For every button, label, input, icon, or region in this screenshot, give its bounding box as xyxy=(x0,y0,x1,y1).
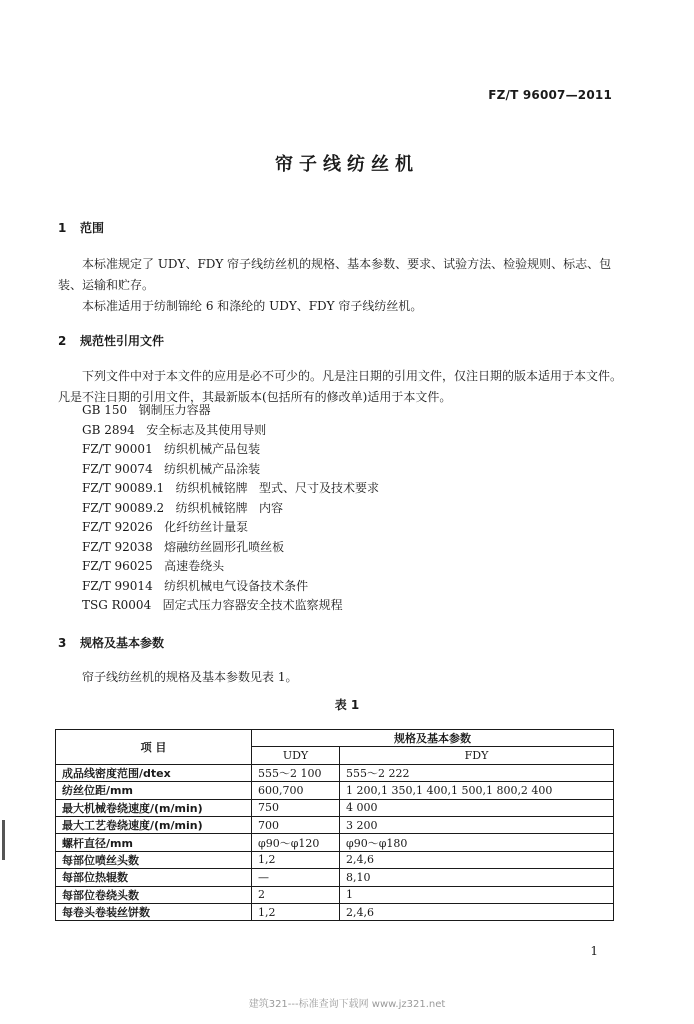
section-2-heading xyxy=(58,332,164,349)
section-3-paragraph-1: 帘子线纺丝机的规格及基本参数见表 1。 xyxy=(82,670,298,684)
fdy-value: 3 200 xyxy=(340,816,614,833)
header-item: 项 目 xyxy=(56,730,252,765)
udy-value: 750 xyxy=(252,799,340,816)
udy-value: 600,700 xyxy=(252,782,340,799)
table-row xyxy=(56,799,614,816)
table-row xyxy=(56,869,614,886)
udy-value: 2 xyxy=(252,886,340,903)
scan-edge-mark xyxy=(2,820,5,860)
reference-item: FZ/T 90001 纺织机械产品包装 xyxy=(82,442,261,456)
section-1-heading xyxy=(58,219,104,236)
section-1-paragraph-1: 本标准规定了 UDY、FDY 帘子线纺丝机的规格、基本参数、要求、试验方法、检验规则、标志、包装、运输和贮存。 xyxy=(58,257,612,292)
reference-item: FZ/T 99014 纺织机械电气设备技术条件 xyxy=(82,578,309,593)
fdy-value: 2,4,6 xyxy=(340,851,614,868)
spec-table xyxy=(55,729,614,921)
fdy-value: 2,4,6 xyxy=(340,903,614,920)
section-title: 规格及基本参数 xyxy=(80,636,165,650)
reference-item: FZ/T 90089.2 纺织机械铭牌 内容 xyxy=(82,500,284,515)
udy-value: 555～2 100 xyxy=(252,764,340,781)
table-row xyxy=(56,886,614,903)
table-row xyxy=(56,782,614,799)
header-group: 规格及基本参数 xyxy=(252,730,614,747)
page-number: 1 xyxy=(590,944,598,958)
section-title: 范围 xyxy=(80,221,105,235)
udy-value: 1,2 xyxy=(252,903,340,920)
row-label: 最大工艺卷绕速度/(m/min) xyxy=(56,816,252,833)
udy-value: φ90～φ120 xyxy=(252,834,340,851)
section-number: 3 xyxy=(58,636,67,650)
udy-value: — xyxy=(252,869,340,886)
fdy-value: 8,10 xyxy=(340,869,614,886)
reference-item: FZ/T 92026 化纤纺丝计量泵 xyxy=(82,520,249,534)
table-row xyxy=(56,851,614,868)
section-2-paragraph-1: 下列文件中对于本文件的应用是必不可少的。凡是注日期的引用文件，仅注日期的版本适用于本文件。凡是不注日期的引用文件，其最新版本(包括所有的修改单)适用于本文件。 xyxy=(58,369,623,404)
udy-value: 700 xyxy=(252,816,340,833)
table-row xyxy=(56,834,614,851)
section-title: 规范性引用文件 xyxy=(80,334,165,348)
table-row xyxy=(56,903,614,920)
section-3-heading xyxy=(58,634,164,651)
header-udy: UDY xyxy=(252,747,340,764)
document-title: 帘子线纺丝机 xyxy=(275,154,419,175)
row-label: 最大机械卷绕速度/(m/min) xyxy=(56,799,252,816)
standard-number: FZ/T 96007—2011 xyxy=(488,88,612,102)
row-label: 每部位喷丝头数 xyxy=(56,851,252,868)
reference-item: FZ/T 90074 纺织机械产品涂装 xyxy=(82,461,261,476)
reference-list xyxy=(82,401,379,616)
table-row xyxy=(56,816,614,833)
watermark: 建筑321---标准查询下载网 www.jz321.net xyxy=(248,999,446,1010)
reference-item: TSG R0004 固定式压力容器安全技术监察规程 xyxy=(82,598,343,612)
fdy-value: 1 200,1 350,1 400,1 500,1 800,2 400 xyxy=(340,782,614,799)
row-label: 每部位热辊数 xyxy=(56,869,252,886)
header-fdy: FDY xyxy=(340,747,614,764)
fdy-value: φ90～φ180 xyxy=(340,834,614,851)
fdy-value: 1 xyxy=(340,886,614,903)
fdy-value: 4 000 xyxy=(340,799,614,816)
table-row xyxy=(56,764,614,781)
reference-item: FZ/T 96025 高速卷绕头 xyxy=(82,559,225,573)
reference-item: FZ/T 92038 熔融纺丝圆形孔喷丝板 xyxy=(82,539,285,554)
reference-item: GB 2894 安全标志及其使用导则 xyxy=(82,422,267,437)
section-number: 1 xyxy=(58,221,67,235)
row-label: 每部位卷绕头数 xyxy=(56,886,252,903)
udy-value: 1,2 xyxy=(252,851,340,868)
table-header-row xyxy=(56,730,614,747)
row-label: 每卷头卷装丝饼数 xyxy=(56,903,252,920)
reference-item: FZ/T 90089.1 纺织机械铭牌 型式、尺寸及技术要求 xyxy=(82,481,380,495)
row-label: 成品线密度范围/dtex xyxy=(56,764,252,781)
section-number: 2 xyxy=(58,334,67,348)
row-label: 纺丝位距/mm xyxy=(56,782,252,799)
row-label: 螺杆直径/mm xyxy=(56,834,252,851)
table-caption: 表 1 xyxy=(334,698,360,712)
section-1-paragraph-2: 本标准适用于纺制锦纶 6 和涤纶的 UDY、FDY 帘子线纺丝机。 xyxy=(82,299,423,313)
reference-item: GB 150 钢制压力容器 xyxy=(82,403,211,417)
fdy-value: 555～2 222 xyxy=(340,764,614,781)
